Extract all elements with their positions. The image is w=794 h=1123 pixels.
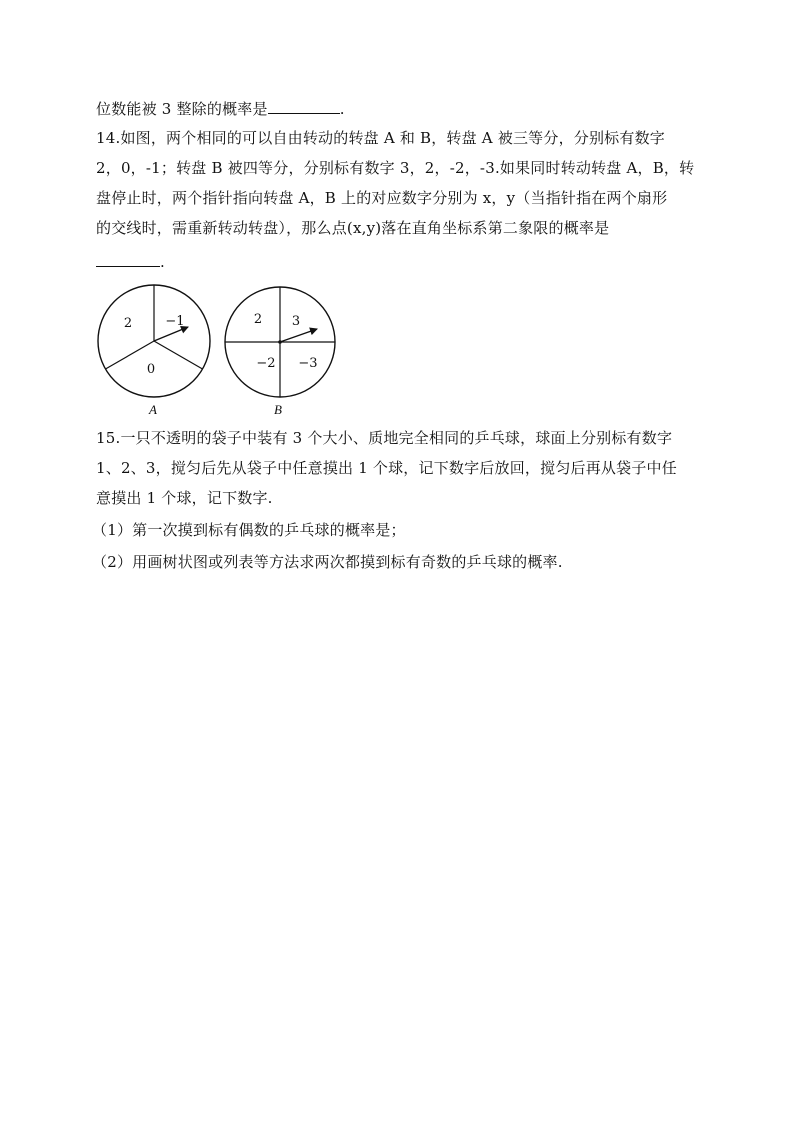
spinner-b-label-neg3: −3: [298, 356, 318, 371]
q15-line-3: 意摸出 1 个球，记下数字.: [96, 489, 273, 507]
q13-tail-line: [96, 98, 345, 119]
spinner-a: [98, 285, 210, 417]
q14-line-1: 14.如图，两个相同的可以自由转动的转盘 A 和 B，转盘 A 被三等分，分别标有数字: [96, 129, 665, 147]
q14-line-3: 盘停止时，两个指针指向转盘 A，B 上的对应数字分别为 x，y（当指针指在两个扇形: [96, 189, 668, 207]
q15-part-1: （1）第一次摸到标有偶数的乒乓球的概率是；: [92, 521, 406, 539]
q14-answer-blank[interactable]: [96, 251, 160, 267]
spinner-a-label-2: 2: [123, 316, 133, 331]
q15-line-1: 15.一只不透明的袋子中装有 3 个大小、质地完全相同的乒乓球，球面上分别标有数字: [96, 429, 673, 447]
spinner-b-caption: B: [274, 402, 282, 417]
spinner-b-label-3: 3: [291, 314, 301, 329]
q14-line-5: [96, 251, 165, 272]
spinner-b-label-neg2: −2: [256, 356, 276, 371]
q14-line-4: 的交线时，需重新转动转盘），那么点(x,y)落在直角坐标系第二象限的概率是: [96, 219, 610, 237]
q15-line-2: 1、2、3，搅匀后先从袋子中任意摸出 1 个球，记下数字后放回，搅匀后再从袋子中任: [96, 459, 677, 477]
spinner-a-caption: A: [149, 402, 157, 417]
spinners-figure: [96, 283, 346, 423]
q13-tail-text: 位数能被 3 整除的概率是: [96, 100, 268, 118]
spinner-b: [225, 287, 335, 417]
q15-part-2: （2）用画树状图或列表等方法求两次都摸到标有奇数的乒乓球的概率.: [92, 553, 563, 571]
spinner-b-label-2: 2: [253, 312, 263, 327]
q13-tail-end: .: [339, 100, 345, 118]
q14-line-2: 2，0，-1；转盘 B 被四等分，分别标有数字 3，2，-2，-3.如果同时转动转盘 A，B，转: [96, 159, 695, 177]
spinner-a-label-neg1: −1: [165, 314, 185, 329]
spinner-a-label-0: 0: [146, 362, 156, 377]
q14-line-5-end: .: [160, 253, 165, 271]
q13-answer-blank[interactable]: [268, 98, 340, 114]
